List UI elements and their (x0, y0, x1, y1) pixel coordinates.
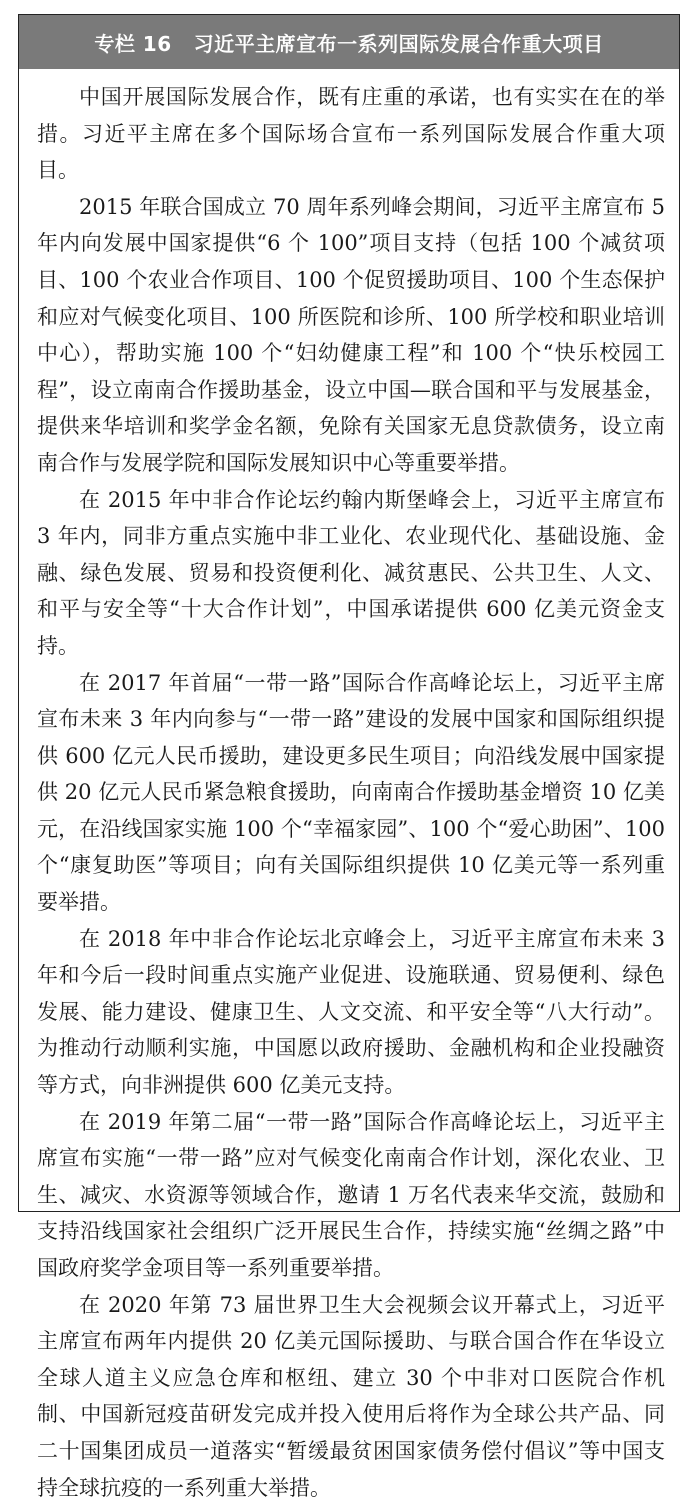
feature-box (18, 14, 680, 1500)
box-title: 习近平主席宣布一系列国际发展合作重大项目 (193, 31, 604, 56)
paragraph-3: 在 2015 年中非合作论坛约翰内斯堡峰会上，习近平主席宣布 3 年内，同非方重点实施中非工业化、农业现代化、基础设施、金融、绿色发展、贸易和投资便利化、减贫惠民、公共卫生、人文、和平与安全等“十大合作计划”，中国承诺提供 600 亿美元资金支持。 (37, 487, 665, 658)
paragraph-4: 在 2017 年首届“一带一路”国际合作高峰论坛上，习近平主席宣布未来 3 年内向参与“一带一路”建设的发展中国家和国际组织提供 600 亿元人民币援助，建设更多民生项目；向沿线发展中国家提供 20 亿元人民币紧急粮食援助，向南南合作援助基金增资 10 亿美元，在沿线国家实施 100 个“幸福家园”、100 个“爱心助困”、100 个“康复助医”等项目；向有关国际组织提供 10 亿美元等一系列重要举措。 (37, 670, 665, 915)
paragraph-6: 在 2019 年第二届“一带一路”国际合作高峰论坛上，习近平主席宣布实施“一带一路”应对气候变化南南合作计划，深化农业、卫生、减灾、水资源等领域合作，邀请 1 万名代表来华交流，鼓励和支持沿线国家社会组织广泛开展民生合作，持续实施“丝绸之路”中国政府奖学金项目等一系列重要举措。 (37, 1109, 665, 1280)
box-title-bar (19, 15, 679, 69)
paragraph-5: 在 2018 年中非合作论坛北京峰会上，习近平主席宣布未来 3 年和今后一段时间重点实施产业促进、设施联通、贸易便利、绿色发展、能力建设、健康卫生、人文交流、和平安全等“八大行动”。为推动行动顺利实施，中国愿以政府援助、金融机构和企业投融资等方式，向非洲提供 600 亿美元支持。 (37, 926, 665, 1098)
box-content (19, 69, 679, 1506)
paragraph-1: 中国开展国际发展合作，既有庄重的承诺，也有实实在在的举措。习近平主席在多个国际场合宣布一系列国际发展合作重大项目。 (37, 85, 665, 183)
paragraph-7: 在 2020 年第 73 届世界卫生大会视频会议开幕式上，习近平主席宣布两年内提供 20 亿美元国际援助、与联合国合作在华设立全球人道主义应急仓库和枢纽、建立 30 个中非对口医院合作机制、中国新冠疫苗研发完成并投入使用后将作为全球公共产品、同二十国集团成员一道落实“暂缓最贫困国家债务偿付倡议”等中国支持全球抗疫的一系列重大举措。 (37, 1292, 665, 1500)
box-label: 专栏 16 (94, 31, 172, 56)
paragraph-2: 2015 年联合国成立 70 周年系列峰会期间，习近平主席宣布 5 年内向发展中国家提供“6 个 100”项目支持（包括 100 个减贫项目、100 个农业合作项目、100 个促贸援助项目、100 个生态保护和应对气候变化项目、100 所医院和诊所、100 所学校和职业培训中心），帮助实施 100 个“妇幼健康工程”和 100 个“快乐校园工程”，设立南南合作援助基金，设立中国—联合国和平与发展基金，提供来华培训和奖学金名额，免除有关国家无息贷款债务，设立南南合作与发展学院和国际发展知识中心等重要举措。 (37, 194, 665, 475)
